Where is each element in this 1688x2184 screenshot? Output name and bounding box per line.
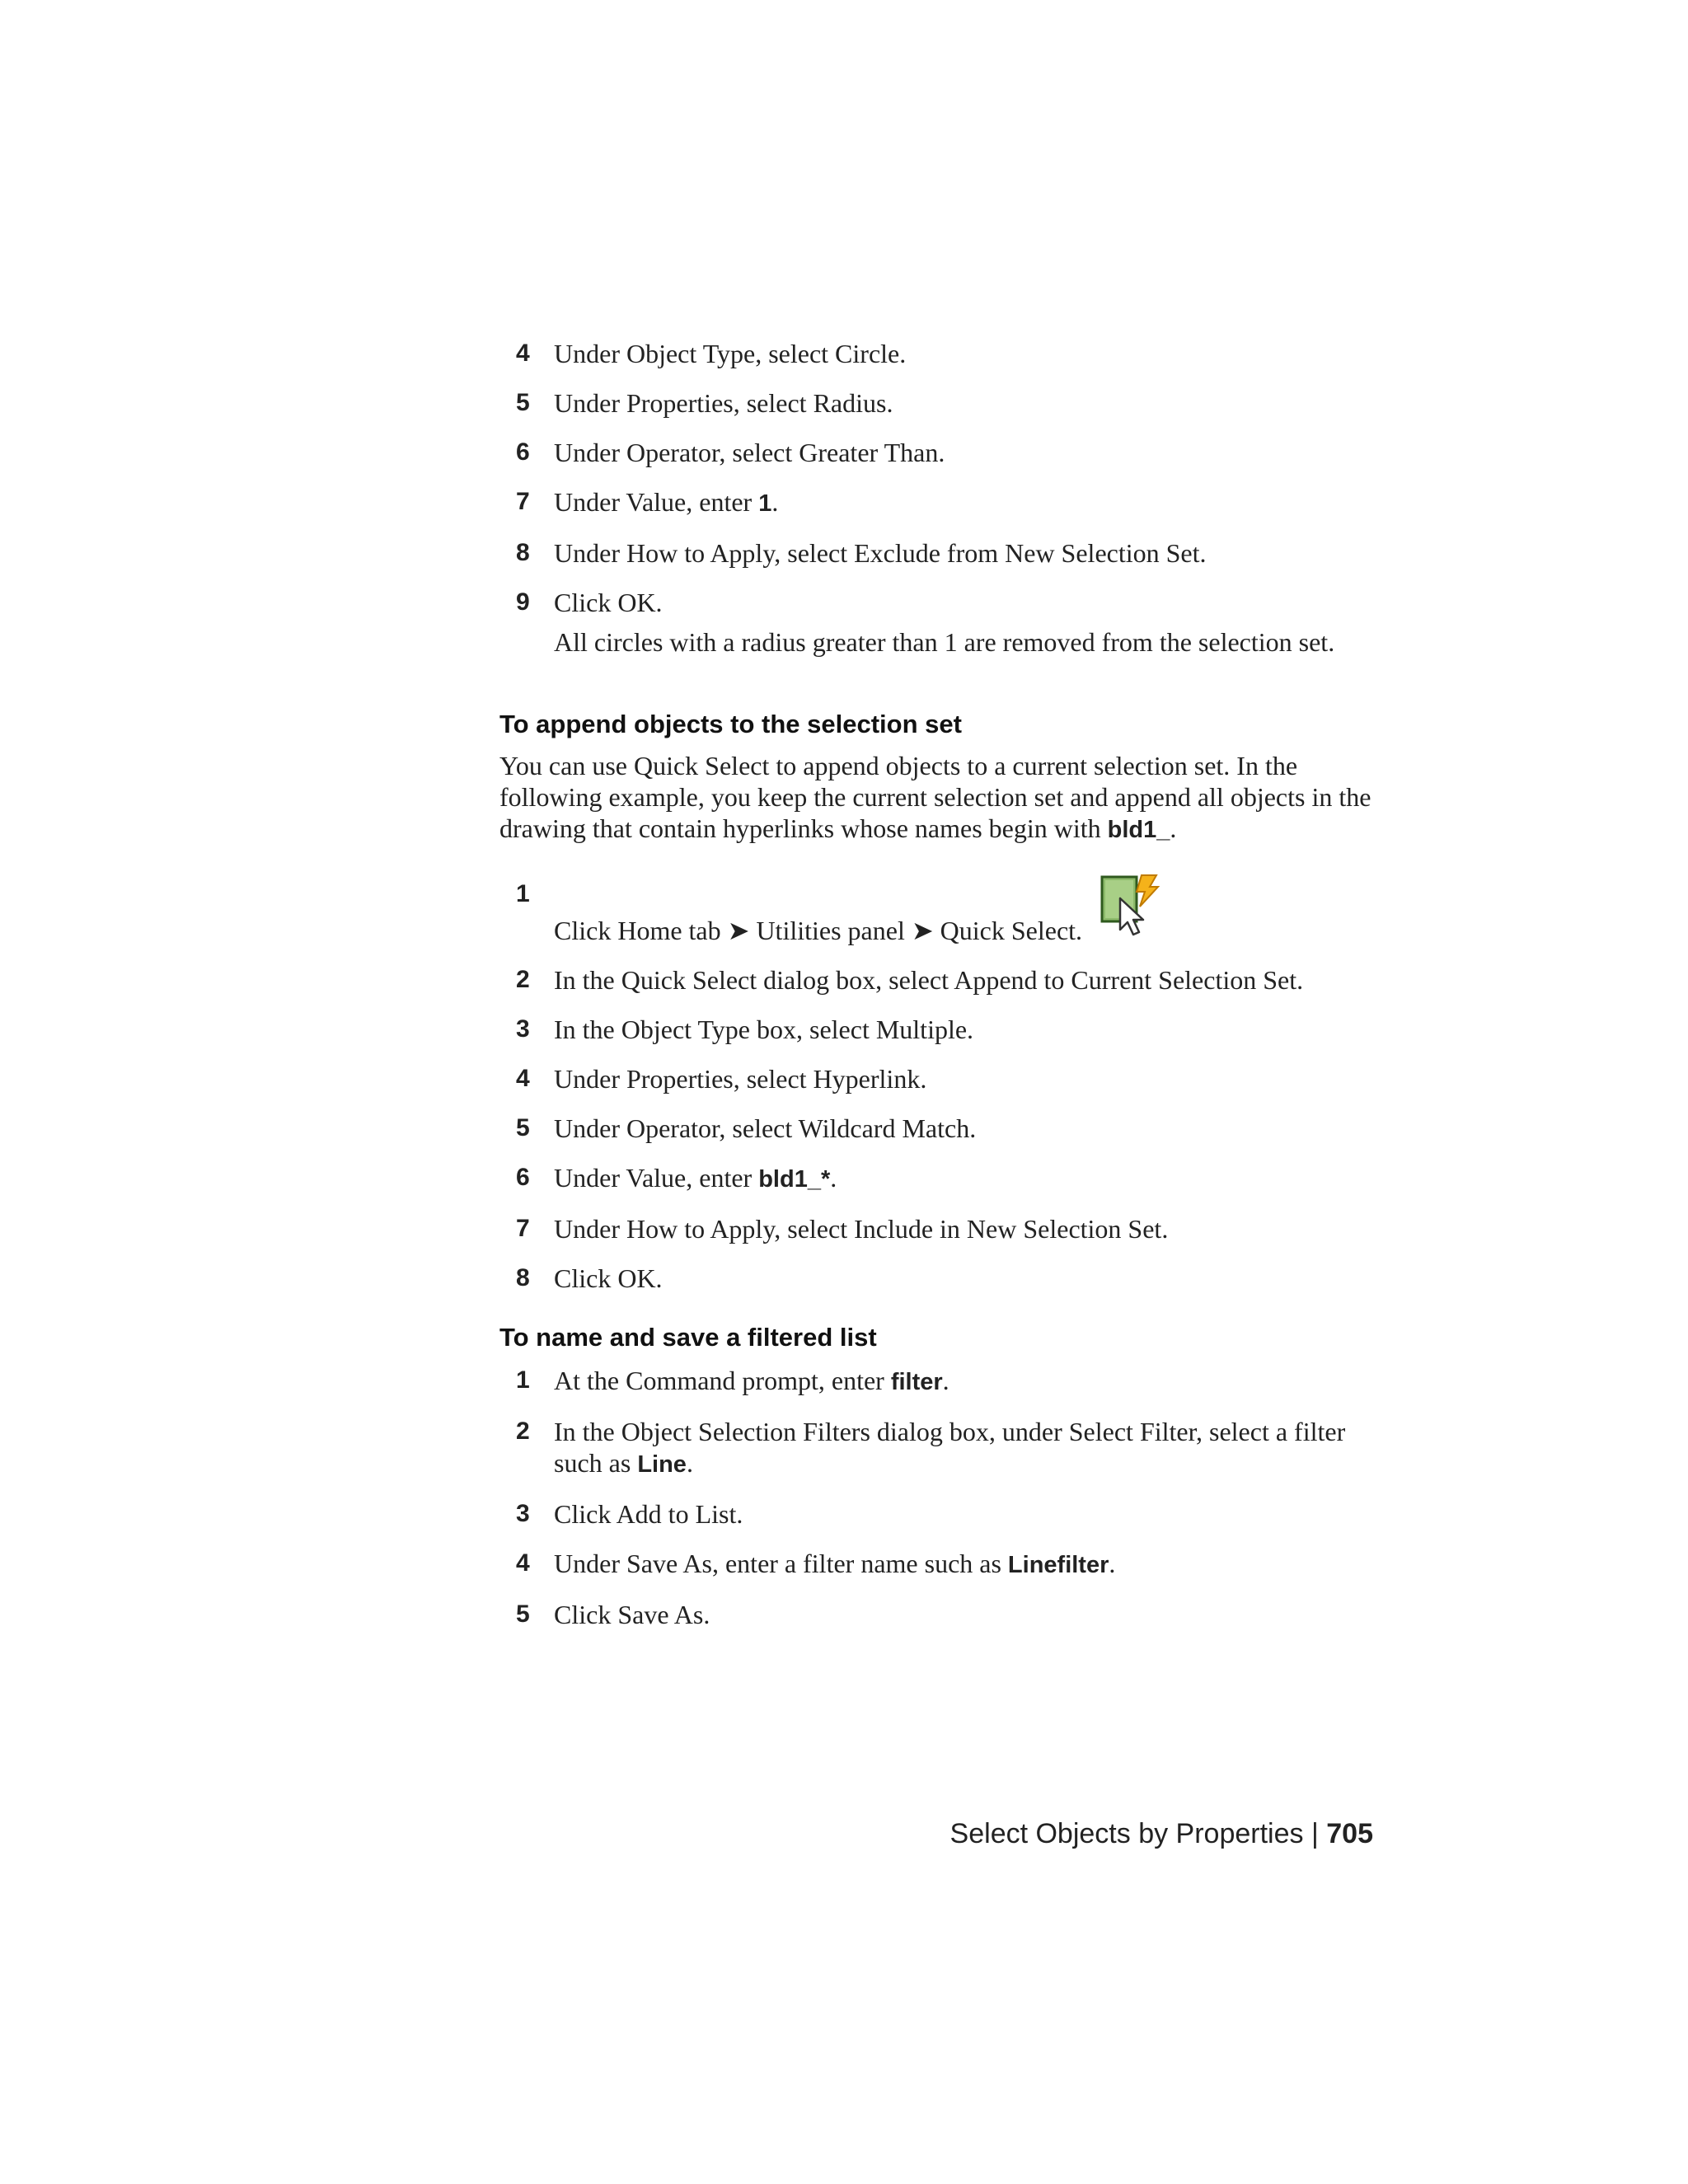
section-heading: To name and save a filtered list <box>499 1323 877 1352</box>
step-number: 7 <box>516 488 530 515</box>
step-text: Under Operator, select Greater Than. <box>554 438 945 467</box>
page-number: 705 <box>1326 1818 1373 1849</box>
section-intro <box>499 750 1373 846</box>
step-number: 5 <box>516 389 530 416</box>
step-value-bold: Line <box>637 1451 687 1478</box>
footer-separator: | <box>1311 1818 1319 1849</box>
section-append <box>499 709 1373 1294</box>
section-filter <box>499 1322 1373 1630</box>
step-text-post: . <box>771 487 779 517</box>
section-heading: To append objects to the selection set <box>499 710 962 738</box>
step-number: 4 <box>516 1549 530 1577</box>
step-number: 4 <box>516 340 530 367</box>
step-text: Click Add to List. <box>554 1499 743 1529</box>
page-footer <box>950 1818 1373 1850</box>
step-number: 8 <box>516 539 530 566</box>
footer-title: Select Objects by Properties <box>950 1818 1304 1849</box>
step-item <box>499 1263 1373 1294</box>
steps-list-circle <box>499 338 1373 658</box>
step-value-bold: 1 <box>758 490 772 517</box>
step-item <box>499 338 1373 369</box>
step-item <box>499 1548 1373 1581</box>
step-item <box>499 537 1373 569</box>
step-number: 2 <box>516 1418 530 1445</box>
step-text-post: . <box>1109 1549 1116 1578</box>
step-text: Under How to Apply, select Exclude from New Selection Set. <box>554 538 1207 568</box>
step-text: Under Object Type, select Circle. <box>554 339 907 368</box>
step-item <box>499 1113 1373 1144</box>
step-value-bold: Linefilter <box>1007 1552 1109 1578</box>
step-item <box>499 1498 1373 1530</box>
step-item <box>499 1014 1373 1045</box>
step-item <box>499 1063 1373 1094</box>
step-text-post: . <box>830 1163 837 1193</box>
intro-bold-value: bld1_ <box>1107 817 1170 843</box>
step-item <box>499 964 1373 996</box>
step-value-bold: filter <box>890 1369 943 1395</box>
step-number: 5 <box>516 1114 530 1141</box>
page-content <box>499 338 1373 1648</box>
step-text-pre: Under Value, enter <box>554 487 759 517</box>
step-item <box>499 1162 1373 1195</box>
step-text: In the Object Type box, select Multiple. <box>554 1015 974 1044</box>
step-number: 4 <box>516 1065 530 1092</box>
step-number: 2 <box>516 966 530 993</box>
step-item <box>499 1599 1373 1630</box>
step-item <box>499 387 1373 419</box>
step-text-pre: Under Value, enter <box>554 1163 759 1193</box>
step-item <box>499 879 1373 946</box>
step-text: Under Operator, select Wildcard Match. <box>554 1113 977 1143</box>
step-number: 3 <box>516 1015 530 1043</box>
step-number: 3 <box>516 1500 530 1527</box>
step-number: 6 <box>516 1164 530 1191</box>
step-text-pre: In the Object Selection Filters dialog box, under Select Filter, select a filter such as <box>554 1417 1346 1478</box>
step-item <box>499 1365 1373 1398</box>
step-item <box>499 1213 1373 1244</box>
step-item <box>499 587 1373 658</box>
step-text: Click OK. <box>554 588 663 617</box>
step-result-text: All circles with a radius greater than 1 are removed from the selection set. <box>554 627 1335 657</box>
step-text: Under Properties, select Radius. <box>554 388 893 418</box>
step-text: Under How to Apply, select Include in New Selection Set. <box>554 1214 1169 1244</box>
step-text-pre: Under Save As, enter a filter name such as <box>554 1549 1008 1578</box>
intro-text: You can use Quick Select to append objects to a current selection set. In the following example, you keep the current selection set and append all objects in the drawing that contain hyperlinks whose names begin with <box>499 751 1372 843</box>
step-item <box>499 1416 1373 1480</box>
step-number: 6 <box>516 438 530 466</box>
step-number: 9 <box>516 588 530 616</box>
step-number: 5 <box>516 1601 530 1628</box>
step-text: In the Quick Select dialog box, select Append to Current Selection Set. <box>554 965 1304 995</box>
intro-text-end: . <box>1170 813 1177 843</box>
step-number: 1 <box>516 880 530 907</box>
quick-select-icon <box>1099 874 1170 938</box>
step-item <box>499 486 1373 519</box>
step-text-post: . <box>942 1366 950 1395</box>
step-number: 1 <box>516 1366 530 1394</box>
step-number: 7 <box>516 1215 530 1242</box>
step-text: Click Save As. <box>554 1600 710 1629</box>
step-text: Under Properties, select Hyperlink. <box>554 1064 927 1094</box>
step-text-post: . <box>686 1448 693 1478</box>
step-value-bold: bld1_* <box>758 1166 831 1193</box>
step-text-pre: At the Command prompt, enter <box>554 1366 891 1395</box>
step-text: Click Home tab ➤ Utilities panel ➤ Quick Select. <box>554 916 1083 945</box>
step-text: Click OK. <box>554 1263 663 1293</box>
step-item <box>499 437 1373 468</box>
step-number: 8 <box>516 1264 530 1291</box>
